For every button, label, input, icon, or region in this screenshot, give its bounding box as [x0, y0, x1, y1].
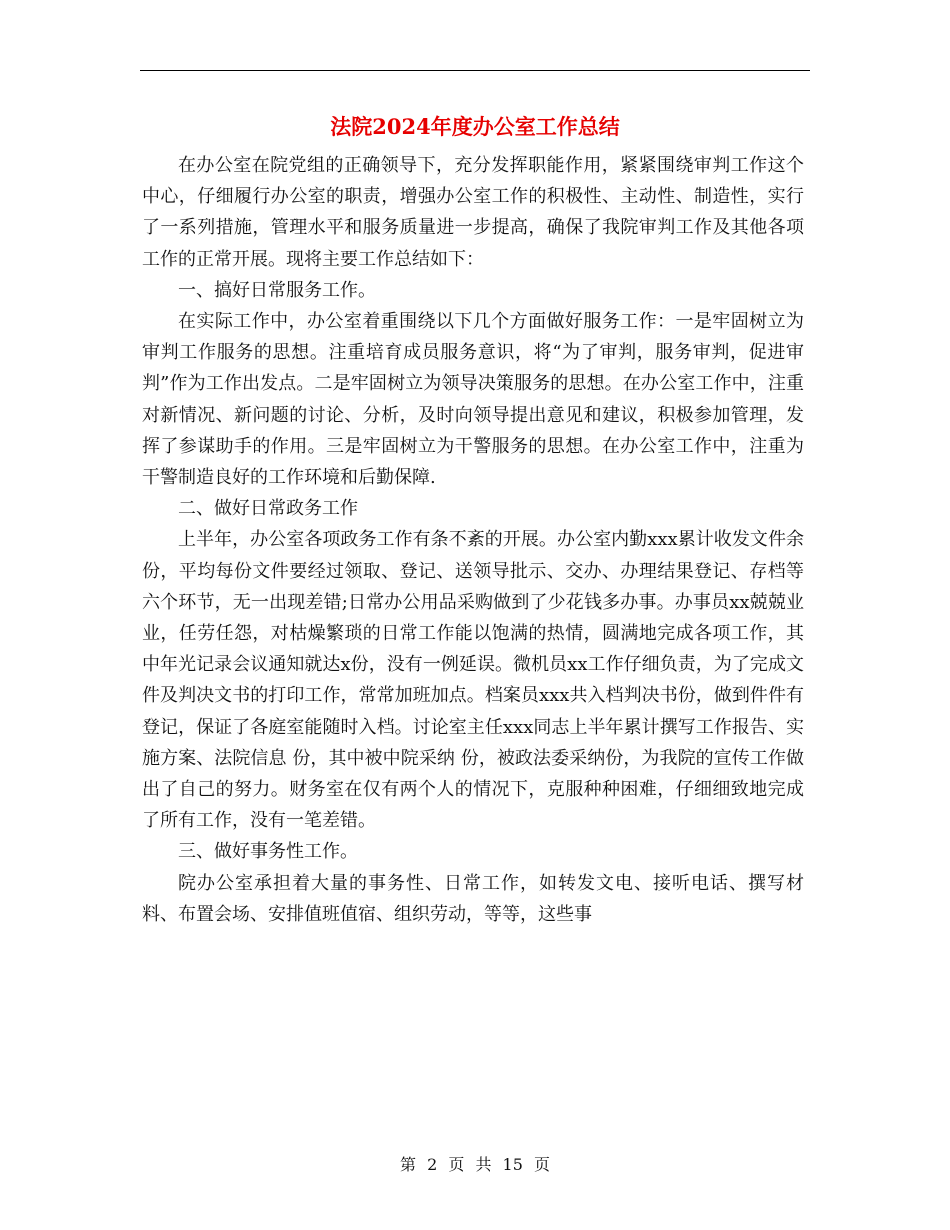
paragraph-service: 在实际工作中，办公室着重围绕以下几个方面做好服务工作：一是牢固树立为审判工作服务的思想。注重培育成员服务意识，将“为了审判，服务审判，促进审判”作为工作出发点。二是牢固树立为领导决策服务的思想。在办公室工作中，注重对新情况、新问题的讨论、分析，及时向领导提出意见和建议，积极参加管理，发挥了参谋助手的作用。三是牢固树立为干警服务的思想。在办公室工作中，注重为干警制造良好的工作环境和后勤保障.	[142, 311, 804, 489]
section-heading-2: 二、做好日常政务工作	[178, 498, 358, 520]
paragraph-affairs: 上半年，办公室各项政务工作有条不紊的开展。办公室内勤xxx累计收发文件余份，平均每份文件要经过领取、登记、送领导批示、交办、办理结果登记、存档等六个环节，无一出现差错;日常办公用品采购做到了少花钱多办事。办事员xx兢兢业业，任劳任怨，对枯燥繁琐的日常工作能以饱满的热情，圆满地完成各项工作，其中年光记录会议通知就达x份，没有一例延误。微机员xx工作仔细负责，为了完成文件及判决文书的打印工作，常常加班加点。档案员xxx共入档判决书份，做到件件有登记，保证了各庭室能随时入档。讨论室主任xxx同志上半年累计撰写工作报告、实施方案、法院信息 份，其中被中院采纳 份，被政法委采纳份，为我院的宣传工作做出了自己的努力。财务室在仅有两个人的情况下，克服种种困难，仔细细致地完成了所有工作，没有一笔差错。	[142, 529, 804, 832]
paragraph-intro: 在办公室在院党组的正确领导下，充分发挥职能作用，紧紧围绕审判工作这个中心，仔细履行办公室的职责，增强办公室工作的积极性、主动性、制造性，实行了一系列措施，管理水平和服务质量进一步提高，确保了我院审判工作及其他各项工作的正常开展。现将主要工作总结如下：	[142, 155, 804, 270]
paragraph-routine: 院办公室承担着大量的事务性、日常工作，如转发文电、接听电话、撰写材料、布置会场、安排值班值宿、组织劳动，等等，这些事	[142, 872, 804, 925]
page-number-footer: 第 2 页 共 15 页	[400, 1155, 550, 1174]
section-heading-1: 一、搞好日常服务工作。	[178, 279, 376, 301]
header-rule	[140, 70, 810, 71]
section-heading-3: 三、做好事务性工作。	[178, 841, 358, 863]
document-title: 法院2024年度办公室工作总结	[330, 114, 620, 139]
document-body	[142, 150, 804, 930]
